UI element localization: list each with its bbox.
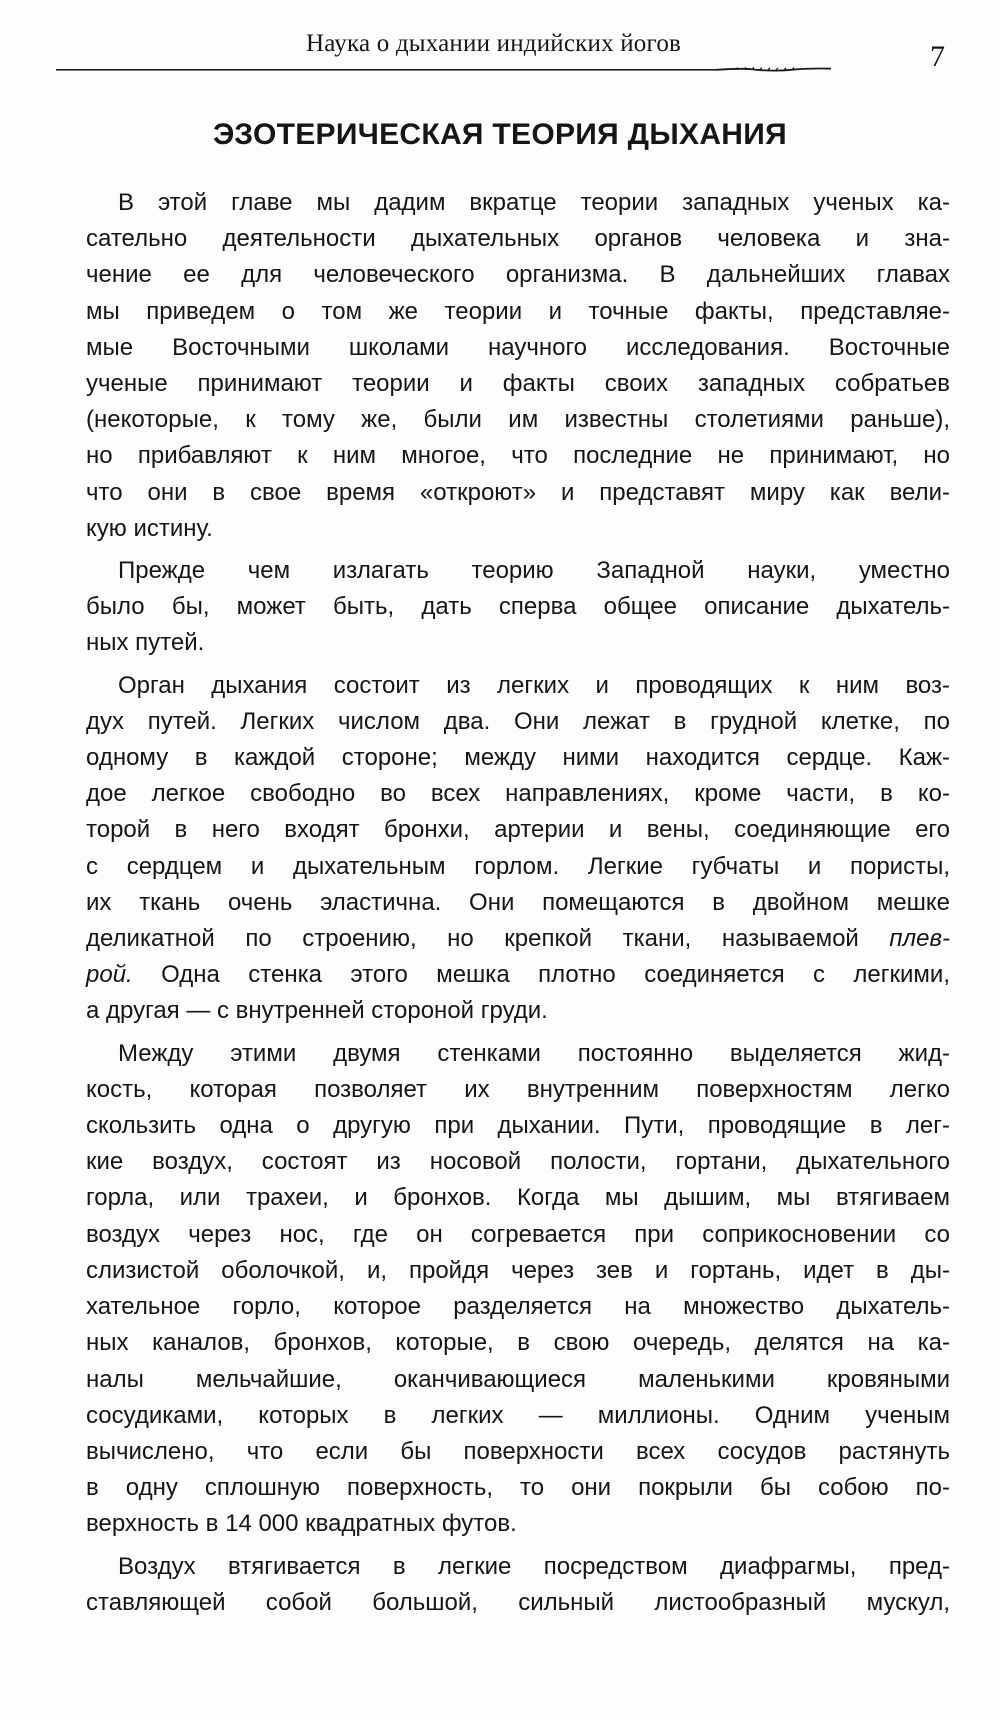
paragraph-4	[86, 1036, 950, 1543]
text-line: сосудиками, которых в легких — миллионы. Одним ученым	[86, 1401, 950, 1429]
paragraph-3	[86, 668, 950, 1030]
text-line: горла, или трахеи, и бронхов. Когда мы дышим, мы втягиваем	[86, 1184, 950, 1212]
text-line: одному в каждой стороне; между ними находится сердце. Каж-	[86, 744, 950, 772]
page-number: 7	[930, 40, 945, 73]
text-run: деликатной по строению, но крепкой ткани, называемой	[86, 925, 859, 953]
text-line: кую истину.	[86, 514, 213, 542]
text-line: было бы, может быть, дать сперва общее описание дыхатель-	[86, 593, 950, 621]
paragraph-5	[86, 1549, 950, 1621]
text-line: воздух через нос, где он согревается при соприкосновении со	[86, 1220, 950, 1248]
text-line	[86, 921, 950, 957]
chapter-body	[86, 185, 950, 1627]
text-line: с сердцем и дыхательным горлом. Легкие губчаты и пористы,	[86, 852, 950, 880]
chapter-title: ЭЗОТЕРИЧЕСКАЯ ТЕОРИЯ ДЫХАНИЯ	[213, 118, 787, 151]
text-line: ных каналов, бронхов, которые, в свою очередь, делятся на ка-	[86, 1329, 950, 1357]
text-line: ных путей.	[86, 629, 205, 657]
paragraph-1	[86, 185, 950, 547]
text-line: Прежде чем излагать теорию Западной науки, уместно	[118, 557, 950, 585]
header-rule-ornament	[56, 67, 866, 72]
text-line	[86, 957, 950, 993]
text-line: Воздух втягивается в легкие посредством диафрагмы, пред-	[118, 1552, 950, 1580]
text-line: что они в свое время «откроют» и представят миру как вели-	[86, 478, 950, 506]
text-line: Орган дыхания состоит из легких и проводящих к ним воз-	[118, 671, 950, 699]
text-line: Между этими двумя стенками постоянно выделяется жид-	[118, 1039, 950, 1067]
running-title: Наука о дыхании индийских йогов	[306, 30, 682, 57]
paragraph-2	[86, 553, 950, 662]
text-line: В этой главе мы дадим вкратце теории западных ученых ка-	[118, 189, 950, 216]
text-line: кие воздух, состоят из носовой полости, гортани, дыхательного	[86, 1148, 950, 1176]
text-line: сательно деятельности дыхательных органов человека и зна-	[86, 225, 950, 253]
text-line: налы мельчайшие, оканчивающиеся маленькими кровяными	[86, 1365, 950, 1393]
text-line: а другая — с внутренней стороной груди.	[86, 997, 548, 1025]
text-line: скользить одна о другую при дыхании. Пути, проводящие в лег-	[86, 1112, 950, 1140]
text-line: чение ее для человеческого организма. В дальнейших главах	[86, 261, 950, 289]
text-line: их ткань очень эластична. Они помещаются в двойном мешке	[86, 888, 950, 916]
text-line: торой в него входят бронхи, артерии и вены, соединяющие его	[86, 816, 950, 844]
text-line: ставляющей собой большой, сильный листообразный мускул,	[86, 1588, 950, 1616]
running-header	[56, 0, 868, 72]
italic-term: плев-	[889, 925, 951, 953]
text-line: мы приведем о том же теории и точные факты, представляе-	[86, 297, 950, 325]
italic-term: рой.	[86, 961, 133, 989]
text-line: (некоторые, к тому же, были им известны столетиями раньше),	[86, 406, 950, 434]
text-line: кость, которая позволяет их внутренним поверхностям легко	[86, 1075, 950, 1103]
text-run: Одна стенка этого мешка плотно соединяется с легкими,	[161, 961, 950, 989]
text-line: мые Восточными школами научного исследования. Восточные	[86, 333, 950, 361]
text-line: дое легкое свободно во всех направлениях, кроме части, в ко-	[86, 780, 950, 808]
text-line: в одну сплошную поверхность, то они покрыли бы собою по-	[86, 1474, 950, 1502]
text-line: ученые принимают теории и факты своих западных собратьев	[86, 370, 950, 398]
text-line: верхность в 14 000 квадратных футов.	[86, 1510, 517, 1538]
text-line: вычислено, что если бы поверхности всех сосудов растянуть	[86, 1437, 950, 1465]
text-line: дух путей. Легких числом два. Они лежат в грудной клетке, по	[86, 707, 950, 735]
text-line: слизистой оболочкой, и, пройдя через зев и гортань, идет в ды-	[86, 1256, 950, 1284]
text-line: но прибавляют к ним многое, что последние не принимают, но	[86, 442, 950, 470]
text-line: хательное горло, которое разделяется на множество дыхатель-	[86, 1293, 950, 1321]
